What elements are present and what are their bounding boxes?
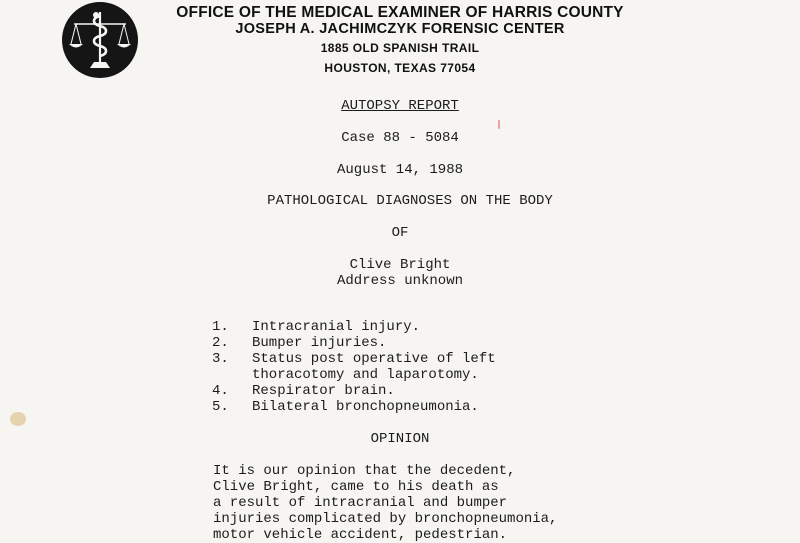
item-number: 5.: [212, 399, 229, 415]
diagnoses-heading: PATHOLOGICAL DIAGNOSES ON THE BODY: [267, 193, 553, 209]
street-address: 1885 OLD SPANISH TRAIL: [320, 41, 480, 55]
item-text: Intracranial injury.: [252, 319, 421, 335]
decedent-name: Clive Bright: [349, 257, 451, 273]
opinion-line: a result of intracranial and bumper: [213, 495, 508, 511]
item-text: Status post operative of left: [252, 351, 496, 367]
opinion-line: Clive Bright, came to his death as: [213, 479, 499, 495]
office-name: OFFICE OF THE MEDICAL EXAMINER OF HARRIS COUNTY: [176, 4, 624, 21]
item-text: Bilateral bronchopneumonia.: [252, 399, 479, 415]
opinion-paragraph: [213, 463, 633, 543]
city-address: HOUSTON, TEXAS 77054: [324, 61, 476, 75]
list-item-continuation: [212, 367, 496, 383]
medical-examiner-seal-icon: [62, 2, 138, 78]
opinion-line: It is our opinion that the decedent,: [213, 463, 516, 479]
paper-stain: [10, 412, 26, 426]
decedent-address: Address unknown: [336, 273, 464, 289]
of-label: OF: [391, 225, 409, 241]
report-title: AUTOPSY REPORT: [341, 98, 459, 114]
item-number: 2.: [212, 335, 229, 351]
item-text: Respirator brain.: [252, 383, 395, 399]
item-number: 1.: [212, 319, 229, 335]
item-number: 3.: [212, 351, 229, 367]
case-number: Case 88 - 5084: [341, 130, 459, 146]
list-item: [212, 351, 496, 367]
item-number: 4.: [212, 383, 229, 399]
diagnoses-list: [212, 319, 496, 415]
list-item: [212, 399, 496, 415]
opinion-line: injuries complicated by bronchopneumonia,: [213, 511, 558, 527]
list-item: [212, 335, 496, 351]
paper-speck: [498, 120, 500, 129]
opinion-heading: OPINION: [370, 431, 430, 447]
item-text: thoracotomy and laparotomy.: [252, 367, 479, 383]
forensic-center-name: JOSEPH A. JACHIMCZYK FORENSIC CENTER: [235, 21, 565, 37]
list-item: [212, 319, 496, 335]
item-text: Bumper injuries.: [252, 335, 387, 351]
opinion-line: motor vehicle accident, pedestrian.: [213, 527, 508, 543]
list-item: [212, 383, 496, 399]
report-date: August 14, 1988: [336, 162, 464, 178]
